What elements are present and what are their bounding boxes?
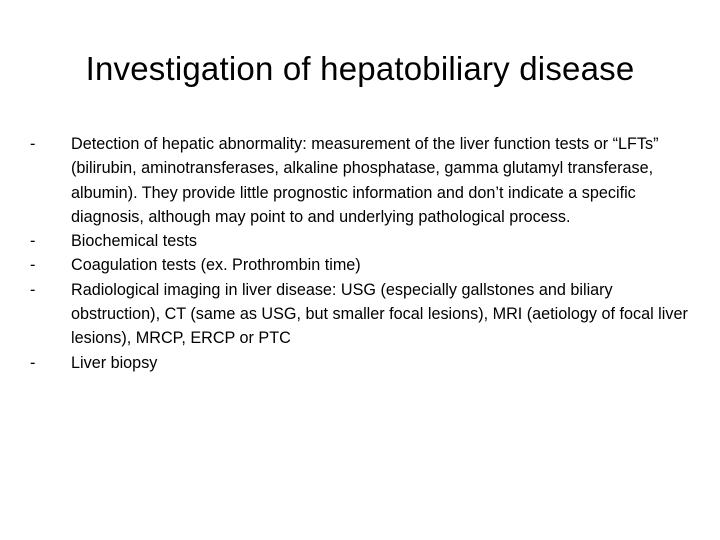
bullet-text: Biochemical tests (71, 232, 197, 251)
bullet-list (30, 132, 690, 375)
bullet-item (30, 229, 690, 253)
bullet-dash: - (30, 280, 36, 299)
bullet-item (30, 132, 690, 229)
bullet-item (30, 351, 690, 375)
bullet-dash: - (30, 256, 36, 275)
bullet-dash: - (30, 232, 36, 251)
bullet-item (30, 253, 690, 277)
bullet-text: Liver biopsy (71, 353, 158, 372)
slide-title: Investigation of hepatobiliary disease (85, 50, 635, 87)
bullet-dash: - (30, 353, 36, 372)
bullet-text: Radiological imaging in liver disease: USG (especially gallstones and biliary obstruction), CT (same as USG, but smaller focal lesions), MRI (aetiology of focal liver lesions), MRCP, ERCP or PTC (71, 280, 688, 348)
bullet-item (30, 278, 690, 351)
bullet-dash: - (30, 135, 36, 153)
bullet-text: Coagulation tests (ex. Prothrombin time) (71, 256, 361, 275)
bullet-text: Detection of hepatic abnormality: measurement of the liver function tests or “LFTs” (bilirubin, aminotransferases, alkaline phosphatase, gamma glutamyl transferase, albumin). They provide little prognostic information and don’t indicate a specific diagnosis, although may point to and underlying pathological process. (71, 135, 659, 226)
